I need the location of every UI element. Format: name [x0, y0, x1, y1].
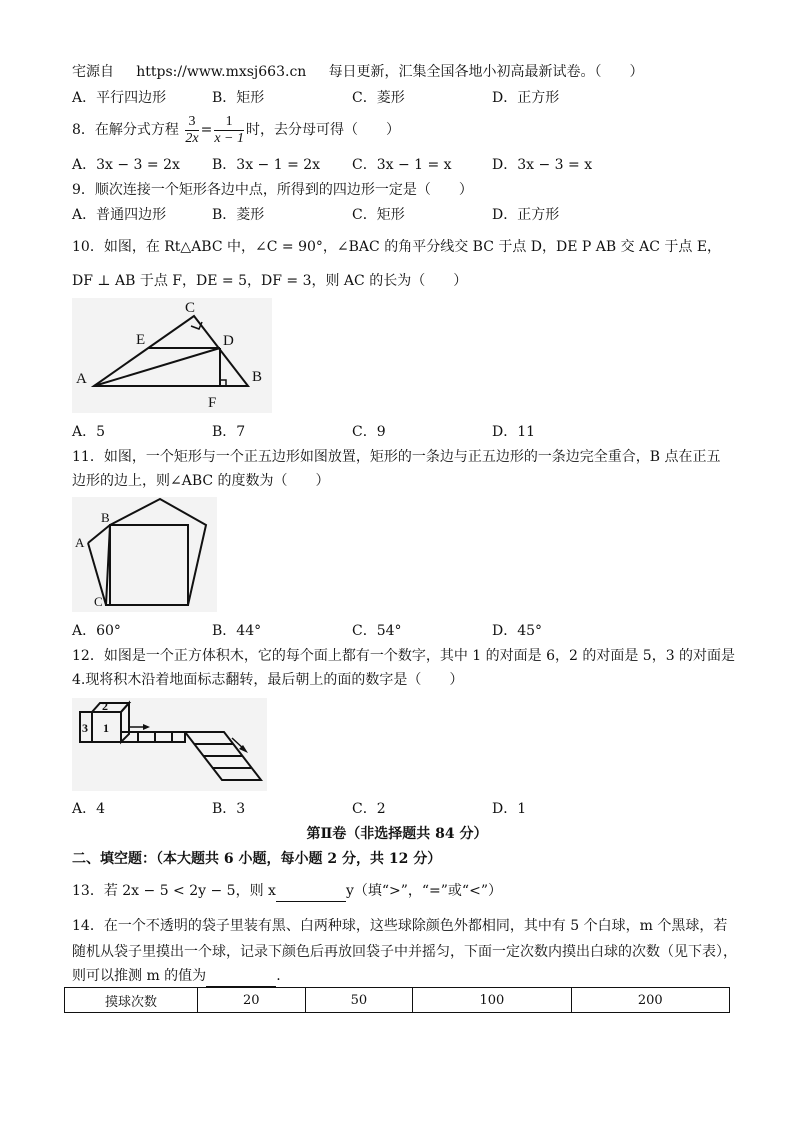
q7-option-c: C．菱形	[352, 90, 405, 106]
q13-before: 13．若 2x − 5 < 2y − 5，则 x	[72, 883, 276, 899]
q7-option-b: B．矩形	[212, 90, 265, 106]
q7-options	[72, 88, 732, 108]
q8-eq: =	[200, 122, 213, 138]
q8-fraction-right	[214, 114, 244, 147]
q11-pentagon-figure	[72, 497, 217, 612]
q11-option-c: C．54°	[352, 623, 402, 639]
q12-stem-line1: 12．如图是一个正方体积木，它的每个面上都有一个数字，其中 1 的对面是 6，2 的对面是 5，3 的对面是	[72, 648, 736, 664]
q11-option-d: D．45°	[492, 623, 543, 639]
q9-option-a: A．普通四边形	[72, 207, 167, 223]
q14-stem-line2: 随机从袋子里摸出一个球，记录下颜色后再放回袋子中并摇匀，下面一定次数内摸出白球的次数（见下表），	[72, 944, 737, 960]
header-line	[72, 62, 644, 82]
q14-stem-line1: 14．在一个不透明的袋子里装有黑、白两种球，这些球除颜色外都相同，其中有 5 个白球，m 个黑球，若	[72, 918, 728, 934]
q11-stem-line1: 11．如图，一个矩形与一个正五边形如图放置，矩形的一条边与正五边形的一条边完全重合，B 点在正五	[72, 449, 721, 465]
q9-option-b: B．菱形	[212, 207, 265, 223]
q9-option-d: D．正方形	[492, 207, 560, 223]
section-heading: 二、填空题：（本大题共 6 小题，每小题 2 分，共 12 分）	[72, 851, 442, 867]
q11-label-c: C	[94, 594, 103, 609]
q8-before: 8．在解分式方程	[72, 122, 179, 138]
q8-options	[72, 155, 732, 175]
q10-label-f: F	[208, 395, 217, 411]
q13-after: y（填“>”，“=”或“<”）	[345, 883, 502, 899]
table-header-cell: 摸球次数	[65, 988, 198, 1013]
q8-frac1-num: 3	[185, 114, 198, 131]
part2-title: 第Ⅱ卷（非选择题共 84 分）	[306, 826, 488, 842]
q14-line3-end: .	[276, 968, 281, 984]
q10-stem-line1: 10．如图，在 Rt△ABC 中，∠C = 90°，∠BAC 的角平分线交 BC 于点 D，DE P AB 交 AC 于点 E，	[72, 239, 722, 255]
q10-options	[72, 422, 732, 442]
header-prefix: 宅源自	[72, 64, 114, 80]
q13-answer-blank[interactable]	[276, 881, 346, 902]
q8-option-d: D．3x − 3 = x	[492, 157, 593, 173]
q14-data-table	[64, 987, 730, 1013]
q12-face-left-number: 3	[82, 721, 88, 735]
table-cell: 20	[198, 988, 306, 1013]
q10-option-b: B．7	[212, 424, 246, 440]
q8-frac2-den: x − 1	[214, 130, 244, 146]
q8-option-c: C．3x − 1 = x	[352, 157, 452, 173]
q12-stem-line2: 4.现将积木沿着地面标志翻转，最后朝上的面的数字是（ ）	[72, 672, 464, 688]
q8-stem	[72, 110, 400, 150]
q10-triangle-figure	[72, 298, 272, 413]
q10-figure-background	[72, 298, 272, 413]
q10-label-b: B	[252, 369, 263, 385]
q14-answer-blank[interactable]	[206, 966, 276, 987]
table-row	[65, 988, 730, 1013]
q12-cube-figure	[72, 698, 267, 791]
q11-option-b: B．44°	[212, 623, 262, 639]
q7-option-a: A．平行四边形	[72, 90, 167, 106]
q9-option-c: C．矩形	[352, 207, 405, 223]
q8-option-a: A．3x − 3 = 2x	[72, 157, 180, 173]
q10-label-a: A	[76, 371, 87, 387]
q8-frac1-den: 2x	[185, 130, 199, 146]
header-url: https://www.mxsj663.cn	[136, 64, 307, 80]
q8-fraction-left	[185, 114, 198, 147]
q14-line3-text: 则可以推测 m 的值为	[72, 968, 207, 984]
q8-option-b: B．3x − 1 = 2x	[212, 157, 321, 173]
q12-options	[72, 799, 732, 819]
table-cell: 100	[413, 988, 571, 1013]
q12-face-top-number: 2	[102, 699, 108, 713]
q9-options	[72, 205, 732, 225]
q8-frac2-num: 1	[214, 114, 244, 131]
table-cell: 200	[571, 988, 729, 1013]
q10-option-c: C．9	[352, 424, 386, 440]
q11-label-a: A	[75, 535, 85, 550]
q9-stem: 9．顺次连接一个矩形各边中点，所得到的四边形一定是（ ）	[72, 182, 473, 198]
q12-option-a: A．4	[72, 801, 106, 817]
table-cell: 50	[305, 988, 413, 1013]
q8-after: 时，去分母可得（ ）	[246, 122, 400, 138]
q12-option-c: C．2	[352, 801, 386, 817]
q14-stem-line3	[72, 966, 281, 987]
q10-label-d: D	[223, 333, 234, 349]
q7-option-d: D．正方形	[492, 90, 560, 106]
q11-option-a: A．60°	[72, 623, 121, 639]
q13-stem	[72, 881, 502, 902]
q12-option-b: B．3	[212, 801, 246, 817]
q12-option-d: D．1	[492, 801, 527, 817]
q10-label-c: C	[185, 300, 196, 316]
q11-options	[72, 621, 732, 641]
q11-stem-line2: 边形的边上，则∠ABC 的度数为（ ）	[72, 473, 330, 489]
header-suffix: 每日更新，汇集全国各地小初高最新试卷。（ ）	[328, 64, 644, 80]
q10-option-a: A．5	[72, 424, 106, 440]
q12-face-front-number: 1	[103, 721, 109, 735]
q10-label-e: E	[136, 332, 146, 348]
q10-option-d: D．11	[492, 424, 536, 440]
q11-label-b: B	[101, 510, 110, 525]
q10-stem-line2: DF ⊥ AB 于点 F，DE = 5，DF = 3，则 AC 的长为（ ）	[72, 273, 468, 289]
